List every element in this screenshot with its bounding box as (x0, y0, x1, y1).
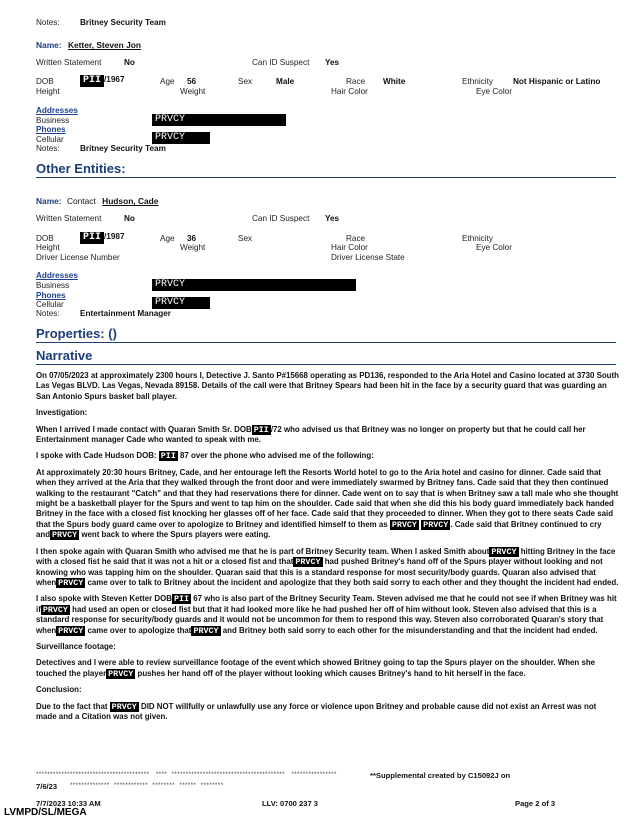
oe-business-redaction: PRVCY (152, 279, 356, 291)
oe-notes-value: Entertainment Manager (80, 309, 171, 318)
can-id-label: Can ID Suspect (252, 58, 310, 67)
oe-business-label: Business (36, 281, 70, 290)
phones-link[interactable]: Phones (36, 125, 66, 134)
pii-redaction: PII (160, 451, 176, 462)
properties-heading: Properties: () (36, 326, 616, 343)
oe-cellular-label: Cellular (36, 300, 64, 309)
sex-label: Sex (238, 77, 253, 86)
pii-redaction: PII (173, 594, 190, 605)
footer-event-number: LLV: 0700 237 3 (262, 799, 319, 808)
narrative-paragraph-6: I also spoke with Steven Ketter DOB PII 67 who is also part of the Britney Security Team. Steven advised me that he could not see if when Britney was hit if PRVCY had used an open or closed fist but that it had looked more like he had pushed her off of him without look. Steven also advised that this is a standard response for security/body guards and it would not be uncommon for them to respond this way. Steven also corroborated Quaran's story that when PRVCY came over to apologize that PRVCY and Britney both said sorry to each other for the misunderstanding and that the incident had ended. (36, 594, 617, 636)
narrative-paragraph-3: I spoke with Cade Hudson DOB: PII 87 over the phone who advised me of the following: (36, 451, 374, 462)
race-label: Race (346, 77, 366, 86)
supplemental-created: **Supplemental created by C15092J on (370, 771, 511, 780)
oe-written-statement-value: No (124, 214, 135, 223)
oe-can-id-value: Yes (325, 214, 340, 223)
prvcy-redaction: PRVCY (423, 519, 449, 530)
narrative-paragraph-5: I then spoke again with Quaran Smith who advised me that he is part of Britney Security team. When I asked Smith about PRVCY hitting Britney in the face with a closed fist he said that it was not a hit or a closed fist and that PRVCY had pushed Britney's hand off of the Spurs player without looking and not knowing who was tapping him on the shoulder. Quaran said that this is a standard response for most security/body guards. Quaran also advised that when PRVCY came over to talk to Britney about the incident and apologize that they both said sorry to each other and they thought the incident had ended. (36, 546, 619, 588)
oe-age-label: Age (160, 234, 175, 243)
oe-age-value: 36 (187, 234, 197, 243)
dob-field (80, 75, 125, 87)
oe-dl-number-label: Driver License Number (36, 253, 120, 262)
footer-divider-stars: **************************************** **** **************************************** **************** (36, 772, 337, 778)
height-label: Height (36, 87, 60, 96)
age-label: Age (160, 77, 175, 86)
notes2-value: Britney Security Team (80, 144, 166, 153)
oe-dl-state-label: Driver License State (331, 253, 405, 262)
dob-value: /1967 (104, 75, 125, 84)
can-id-value: Yes (325, 58, 340, 67)
oe-dob-field (80, 232, 125, 244)
oe-dob-redaction: PII (80, 232, 104, 244)
oe-ethnicity-label: Ethnicity (462, 234, 493, 243)
footer-timestamp: 7/7/2023 10:33 AM (36, 799, 101, 808)
oe-hair-color-label: Hair Color (331, 243, 368, 252)
dob-redaction: PII (80, 75, 104, 87)
oe-eye-color-label: Eye Color (476, 243, 512, 252)
oe-written-statement-label: Written Statement (36, 214, 102, 223)
narrative-body (36, 371, 619, 722)
weight-label: Weight (180, 87, 206, 96)
oe-addresses-link[interactable]: Addresses (36, 271, 78, 280)
name-label: Name: (36, 40, 62, 50)
contact-name: Hudson, Cade (102, 196, 159, 206)
person-name-line (36, 40, 141, 50)
prvcy-redaction: PRVCY (58, 577, 84, 588)
narrative-paragraph-8: Due to the fact that PRVCY DID NOT willfully or unlawfully use any force or violence upon Britney and probable cause did not exist an Arrest was not made and a Citation was not given. (36, 701, 597, 721)
narrative-paragraph-1: On 07/05/2023 at approximately 2300 hours I, Detective J. Santo P#15668 operating as PD136, responded to the Aria Hotel and Casino located at 3730 South Las Vegas BLVD. Las Vegas, Nevada 89158. Details of the call were that Britney Spears had been hit in the face by a security guard that was guarding an San Antonio Spurs basket ball player. (36, 371, 619, 401)
prvcy-redaction: PRVCY (108, 668, 134, 679)
oe-sex-label: Sex (238, 234, 253, 243)
notes-label: Notes: (36, 18, 60, 27)
narrative-heading: Narrative (36, 348, 616, 365)
person-name: Ketter, Steven Jon (67, 40, 142, 50)
oe-phones-link[interactable]: Phones (36, 291, 66, 300)
notes-value: Britney Security Team (80, 18, 166, 27)
addresses-link[interactable]: Addresses (36, 106, 78, 115)
cellular-label: Cellular (36, 135, 64, 144)
surveillance-heading: Surveillance footage: (36, 641, 116, 651)
oe-notes-label: Notes: (36, 309, 60, 318)
prvcy-redaction: PRVCY (58, 625, 84, 636)
footer-page-number: Page 2 of 3 (515, 799, 556, 808)
narrative-paragraph-7: Detectives and I were able to review surveillance footage of the event which showed Britney going to tap the Spurs player on the shoulder. When she touched the player PRVCY pushes her hand off of the player without looking which causes Britney's hand to hit herself in the face. (36, 658, 596, 679)
oe-weight-label: Weight (180, 243, 206, 252)
conclusion-heading: Conclusion: (36, 685, 82, 695)
oe-height-label: Height (36, 243, 60, 252)
oe-can-id-label: Can ID Suspect (252, 214, 310, 223)
business-label: Business (36, 116, 70, 125)
narrative-paragraph-4: At approximately 20:30 hours Britney, Cade, and her entourage left the Resorts World hotel to go to the Aria hotel and casino for dinner. Cade said that when they arrived at the Aria that they walked through the front door and were immediately swarmed by Britney fans. Cade said that they then continued walking to the restaurant "Catch" and that they had reservations there for dinner. Cade went on to say that is when Britney saw a tall male who she thought might be a basketball player for the Spurs and went to tap him on the shoulder. Cade said that when she did this his body guard immediately back handed Britney in the face with a closed fist knocking her glasses off of her face. Cade said that they proceeded to dinner. When they got to there seats Cade said that the Spurs body guard came over to apologize to Britney and identified himself to them as PRVCY PRVCY . Cade said that Britney continued to cry and PRVCY went back to where the Spurs players were eating. (36, 467, 619, 541)
contact-role: Contact (66, 196, 96, 206)
ethnicity-value: Not Hispanic or Latino (513, 77, 601, 86)
written-statement-value: No (124, 58, 135, 67)
prvcy-redaction: PRVCY (193, 625, 219, 636)
hair-color-label: Hair Color (331, 87, 368, 96)
pii-redaction: PII (253, 424, 269, 435)
eye-color-label: Eye Color (476, 87, 512, 96)
prvcy-redaction: PRVCY (391, 519, 417, 530)
prvcy-redaction: PRVCY (295, 557, 321, 568)
notes2-label: Notes: (36, 144, 60, 153)
dob-label: DOB (36, 77, 54, 86)
prvcy-redaction: PRVCY (42, 604, 68, 615)
business-redaction: PRVCY (152, 114, 286, 126)
watermark-credit: LVMPD/SL/MEGA (4, 807, 87, 818)
investigation-heading: Investigation: (36, 408, 88, 418)
contact-name-label: Name: (36, 196, 62, 206)
written-statement-label: Written Statement (36, 58, 102, 67)
prvcy-redaction: PRVCY (52, 530, 78, 541)
oe-race-label: Race (346, 234, 366, 243)
prvcy-redaction: PRVCY (491, 546, 517, 557)
sex-value: Male (276, 77, 295, 86)
other-entities-heading: Other Entities: (36, 161, 616, 178)
age-value: 56 (187, 77, 197, 86)
oe-dob-label: DOB (36, 234, 54, 243)
contact-name-line (36, 196, 158, 206)
oe-cellular-redaction: PRVCY (152, 297, 210, 309)
ethnicity-label: Ethnicity (462, 77, 493, 86)
oe-dob-value: /1987 (104, 232, 125, 241)
race-value: White (383, 77, 406, 86)
cellular-redaction: PRVCY (152, 132, 210, 144)
narrative-paragraph-2: When I arrived I made contact with Quaran Smith Sr. DOB PII /72 who advised us that Britney was no longer on property but that he could call her Entertainment manager Cade who wanted to speak with me. (36, 424, 586, 445)
prvcy-redaction: PRVCY (111, 701, 137, 712)
footer-divider-stars-2: ************** ************ ******** ****** ******** (70, 783, 224, 789)
supplemental-date: 7/6/23 (36, 782, 58, 791)
